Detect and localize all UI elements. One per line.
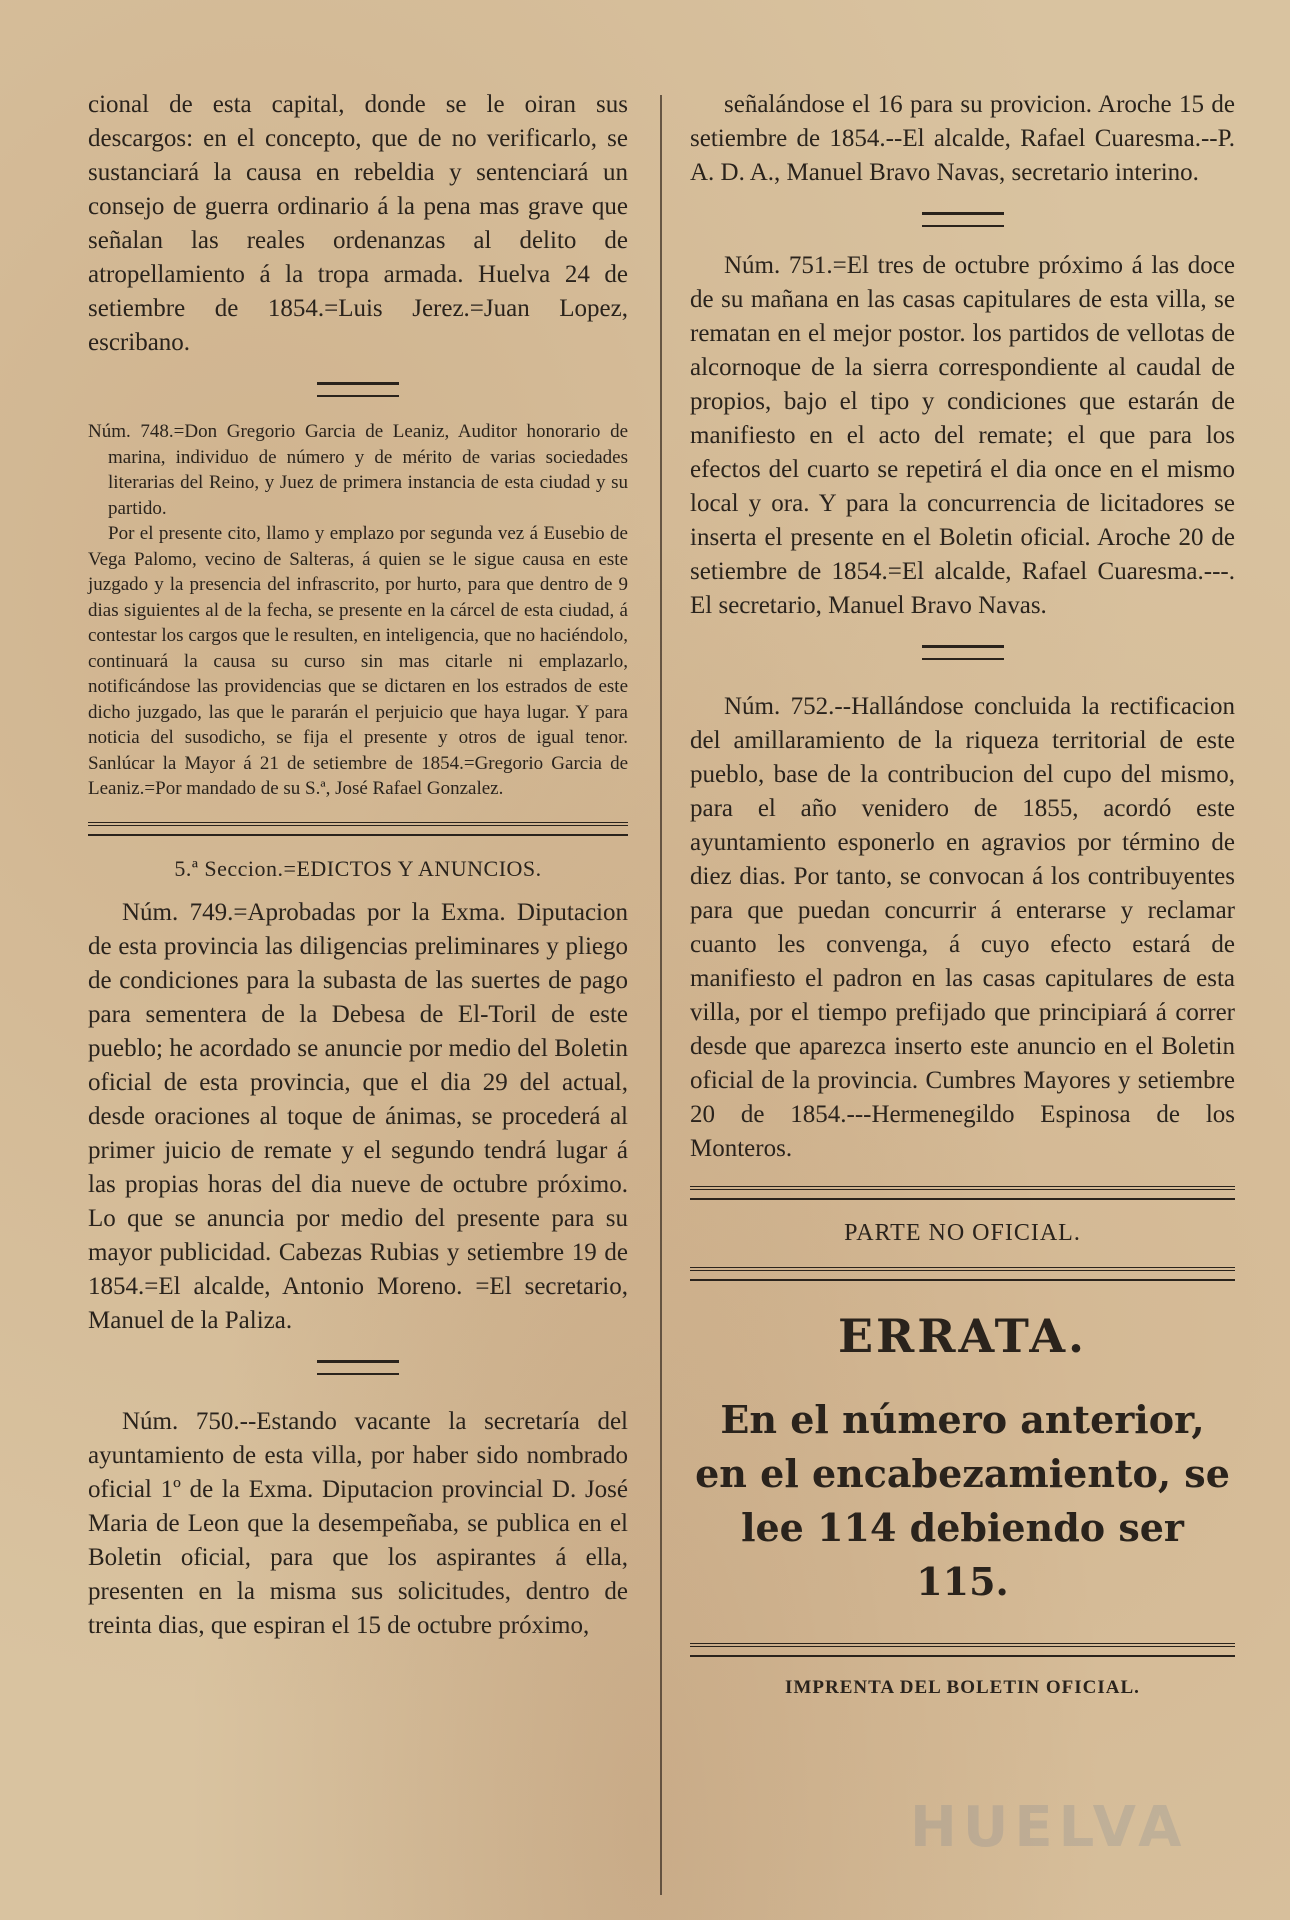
notice-749: Núm. 749.=Aprobadas por la Exma. Diputacion de esta provincia las diligencias preliminares y pliego de condiciones para la subasta de las suertes de pago para sementera de la Debesa de El-Toril de este pueblo; he acordado se anuncie por medio del Boletin oficial de esta provincia, que el dia 29 del actual, desde oraciones al toque de ánimas, se procederá al primer juicio de remate y el segundo tendrá lugar á las propias horas del dia nueve de octubre próximo. Lo que se anuncia por medio del presente para su mayor publicidad. Cabezas Rubias y setiembre 19 de 1854.=El alcalde, Antonio Moreno. =El secretario, Manuel de la Paliza. [88,898,628,1334]
long-separator [690,1186,1235,1200]
long-separator [88,822,628,836]
section-title: 5.ª Seccion.=EDICTOS Y ANUNCIOS. [174,855,542,881]
notice-750: Núm. 750.--Estando vacante la secretaría del ayuntamiento de esta villa, por haber sido nombrado oficial 1º de la Exma. Diputacion provincial D. José Maria de Leon que la desempeñaba, se publica en el Boletin oficial, para que los aspirantes á ella, presenten en la misma sus solicitudes, dentro de treinta dias, que espiran el 15 de octubre próximo, [88,1407,628,1639]
long-separator [690,1267,1235,1281]
archive-watermark: HUELVA [910,1795,1188,1860]
notice-748-body: Por el presente cito, llamo y emplazo por segunda vez á Eusebio de Vega Palomo, vecino de Salteras, á quien se le sigue causa en este juzgado y la presencia del infrascrito, por hurto, para que dentro de 9 dias siguientes al de la fecha, se presente en la cárcel de esta ciudad, á contestar los cargos que le resulten, en inteligencia, que no haciéndolo, continuará la causa su curso sin mas citarle ni emplazarlo, notificándose las providencias que se dictaren en los estrados de este dicho juzgado, las que le pararán el perjuicio que haya lugar. Y para noticia del susodicho, se fija el presente y otros de igual tenor. Sanlúcar la Mayor á 21 de setiembre de 1854.=Gregorio Garcia de Leaniz.=Por mandado de su S.ª, José Rafael Gonzalez. [88,523,628,799]
notice-751: Núm. 751.=El tres de octubre próximo á las doce de su mañana en las casas capitulares de esta villa, se rematan en el mejor postor. los partidos de vellotas de alcornoque de la sierra correspondiente al caudal de propios, bajo el tipo y condiciones que estarán de manifiesto en el acto del remate; el que para los efectos del cuarto se repetirá el dia once en el mismo local y ora. Y para la concurrencia de licitadores se inserta el presente en el Boletin oficial. Aroche 20 de setiembre de 1854.=El alcalde, Rafael Cuaresma.---. El secretario, Manuel Bravo Navas. [690,252,1235,619]
notice-748-heading: Núm. 748.=Don Gregorio Garcia de Leaniz, Auditor honorario de marina, individuo de número y de mérito de varias sociedades literarias del Reino, y Juez de primera instancia de esta ciudad y su partido. [88,421,628,519]
short-separator [922,645,1004,660]
parte-no-oficial-heading: PARTE NO OFICIAL. [844,1220,1081,1246]
short-separator [317,1360,399,1375]
short-separator [922,212,1004,227]
long-separator [690,1643,1235,1657]
short-separator [317,382,399,397]
left-column [88,88,628,1643]
errata-body: En el número anterior, en el encabezamiento, se lee 114 debiendo ser 115. [695,1397,1230,1604]
notice-750-continuation: señalándose el 16 para su provicion. Aroche 15 de setiembre de 1854.--El alcalde, Rafael Cuaresma.--P. A. D. A., Manuel Bravo Navas, secretario interino. [690,91,1235,186]
notice-752: Núm. 752.--Hallándose concluida la rectificacion del amillaramiento de la riqueza territorial de este pueblo, base de la contribucion del cupo del mismo, para el año venidero de 1855, acordó este ayuntamiento esponerlo en agravios por término de diez dias. Por tanto, se convocan á los contribuyentes para que puedan concurrir á enterarse y reclamar cuanto les convenga, á cuyo efecto estará de manifiesto el padron en las casas capitulares de esta villa, por el tiempo prefijado que principiará á correr desde que aparezca inserto este anuncio en el Boletin oficial de la provincia. Cumbres Mayores y setiembre 20 de 1854.---Hermenegildo Espinosa de los Monteros. [690,693,1235,1162]
imprint-line: IMPRENTA DEL BOLETIN OFICIAL. [785,1677,1140,1698]
continuation-paragraph: cional de esta capital, donde se le oiran sus descargos: en el concepto, que de no verificarlo, se sustanciará la causa en rebeldia y sentenciará un consejo de guerra ordinario á la pena mas grave que señalan las reales ordenanzas al delito de atropellamiento á la tropa armada. Huelva 24 de setiembre de 1854.=Luis Jerez.=Juan Lopez, escribano. [88,91,628,356]
right-column [690,88,1235,1699]
column-divider [660,95,662,1895]
errata-title: ERRATA. [837,1309,1088,1363]
